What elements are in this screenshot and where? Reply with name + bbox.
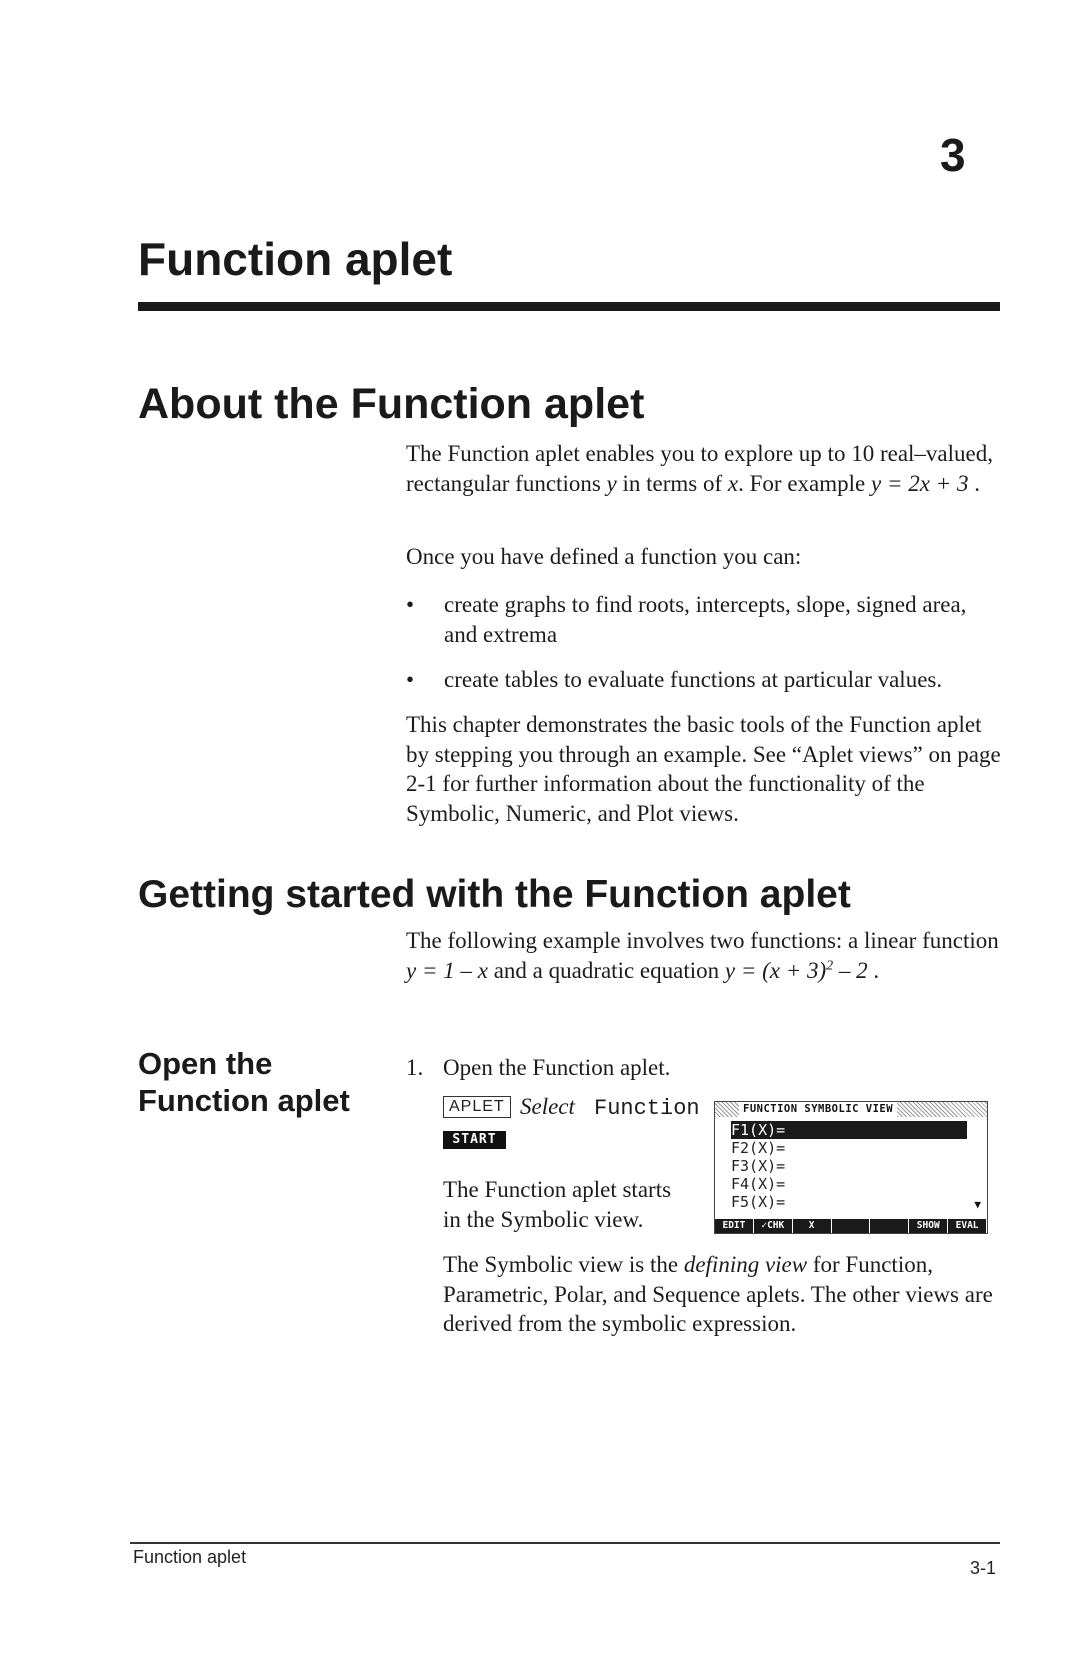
footer-chapter-name: Function aplet [133,1547,247,1567]
calculator-symbolic-screen [714,1101,988,1234]
about-p1-text-b: in terms of [616,470,728,496]
screen-row-f5: F5(X)= [731,1193,786,1211]
about-heading: About the Function aplet [138,380,645,428]
sv-text-b: for Function, Parametric, Polar, and Sequence aplets. The other views are derived from the symbolic expression. [443,1252,993,1336]
side-heading-line-1: Open the [138,1046,273,1081]
screen-row-f1: F1(X)= [731,1121,967,1139]
about-p1-var-y: y [606,470,617,496]
gs-equation-linear: y = 1 – x [406,957,488,983]
gs-text-b: and a quadratic equation [487,957,725,983]
select-instruction: Select [520,1094,575,1119]
gs-eq2-exponent: 2 [826,957,834,973]
side-heading-line-2: Function aplet [138,1083,350,1118]
about-p1-var-x: x [727,470,739,496]
gs-text-c: . [867,957,880,983]
aplet-key: APLET [443,1096,511,1118]
gs-text-a: The following example involves two functions: a linear function [406,928,999,953]
menu-x: X [793,1219,832,1233]
bullet-text: create graphs to find roots, intercepts, slope, signed area, and extrema [444,592,967,647]
sv-emphasis: defining view [683,1252,808,1277]
about-p1-equation: y = 2x + 3 [870,470,969,496]
chapter-title-rule [138,302,1000,311]
menu-check: ✓CHK [754,1219,793,1233]
step-text: Open the Function aplet. [443,1055,671,1080]
scroll-down-arrow-icon: ▼ [974,1198,981,1211]
step-number: 1. [406,1055,424,1080]
menu-eval: EVAL [948,1219,987,1233]
bullet-dot: • [406,667,415,692]
screen-header-bar [715,1102,987,1117]
footer-page-number: 3-1 [970,1558,997,1578]
screen-row-f4: F4(X)= [731,1175,786,1193]
screen-menu-bar [715,1219,987,1233]
about-paragraph-1 [406,439,996,498]
footer-rule [130,1542,1000,1544]
function-option: Function [594,1096,700,1121]
screen-caption: The Function aplet starts in the Symbolic view. [443,1177,672,1232]
chapter-number: 3 [940,129,966,181]
screen-row-f2: F2(X)= [731,1139,786,1157]
menu-blank-1 [832,1219,871,1233]
menu-edit: EDIT [715,1219,754,1233]
about-paragraph-2: Once you have defined a function you can: [406,544,802,569]
screen-row-f3: F3(X)= [731,1157,786,1175]
gs-eq2-base: y = (x + 3) [724,957,827,983]
chapter-title: Function aplet [138,233,453,285]
about-p1-text-a: The Function aplet enables you to explore up to 10 real–valued, rectangular functions [406,441,993,496]
getting-started-heading: Getting started with the Function aplet [138,873,851,916]
getting-started-paragraph [406,926,1006,985]
sv-text-a: The Symbolic view is the [443,1252,684,1277]
bullet-text: create tables to evaluate functions at particular values. [444,667,943,692]
about-paragraph-3: This chapter demonstrates the basic tools of the Function aplet by stepping you through an example. See “Aplet views” on page 2-1 for further information about the functionality of the Symbolic, Numeric, and Plot views. [406,712,1001,826]
about-p1-text-d: . [968,470,980,496]
bullet-dot: • [406,592,415,617]
menu-show: SHOW [909,1219,948,1233]
gs-eq2-tail: – 2 [833,957,868,983]
start-softkey: START [443,1131,506,1149]
about-p1-text-c: . For example [738,470,871,496]
menu-blank-2 [870,1219,909,1233]
screen-title: FUNCTION SYMBOLIC VIEW [739,1102,897,1117]
symbolic-view-paragraph [443,1250,1003,1339]
open-function-aplet-heading [138,1045,398,1119]
gs-equation-quadratic [725,958,868,983]
